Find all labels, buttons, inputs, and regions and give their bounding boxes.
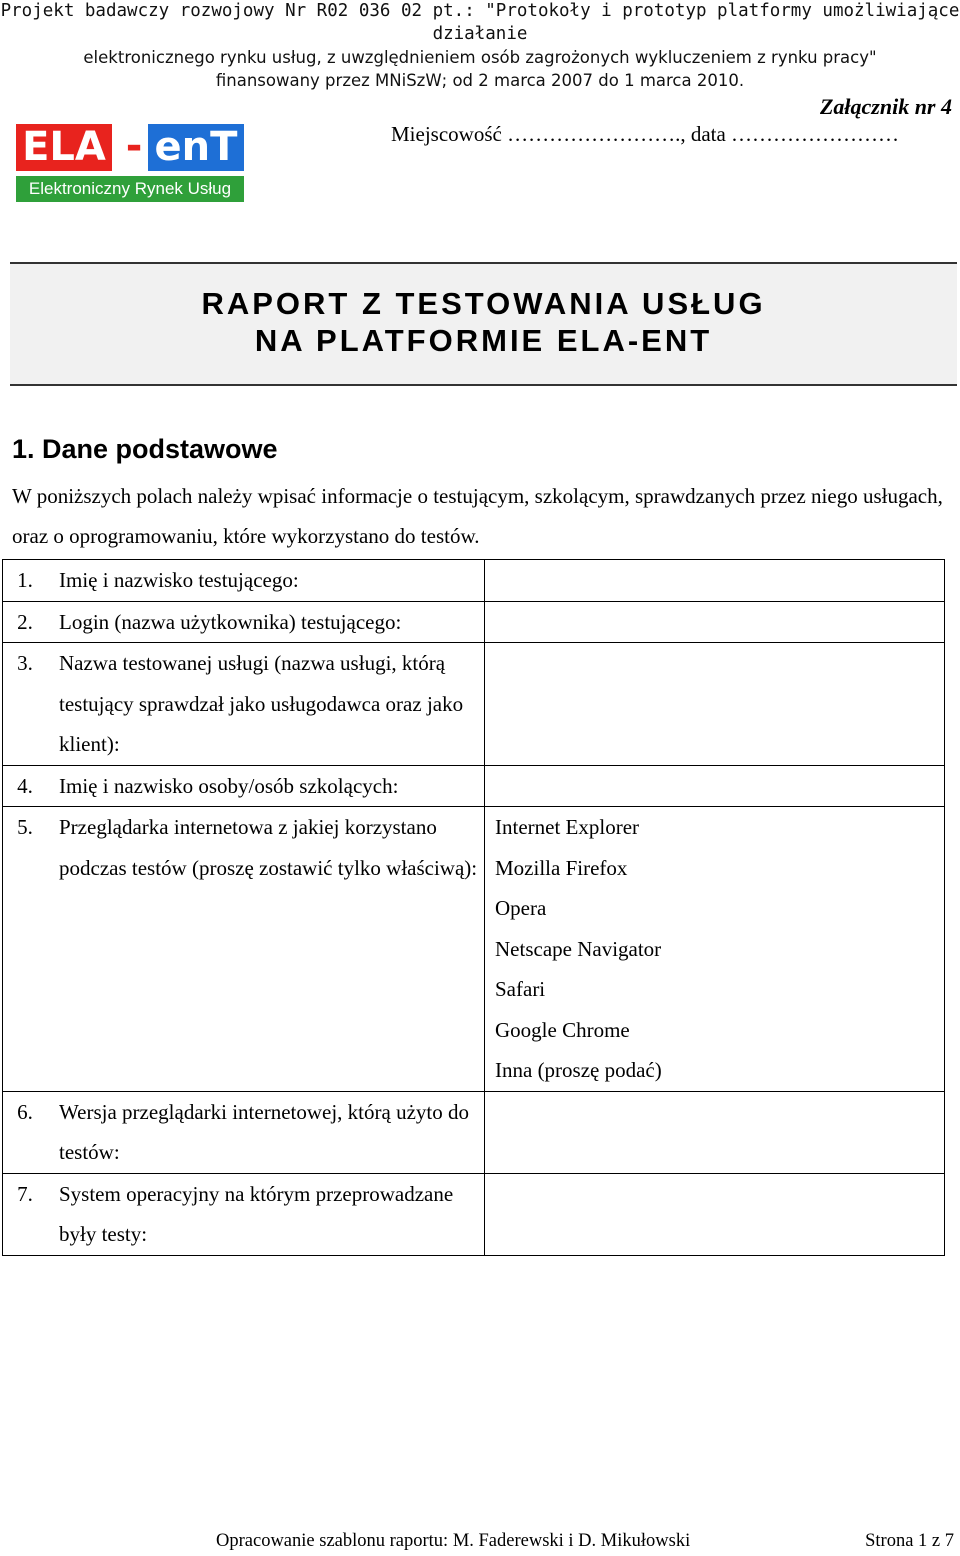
table-row: [3, 807, 945, 1092]
row-label: System operacyjny na którym przeprowadzane były testy:: [47, 1173, 485, 1255]
table-row: [3, 560, 945, 602]
browser-option[interactable]: Netscape Navigator: [495, 936, 662, 961]
table-row: [3, 765, 945, 807]
browser-option[interactable]: Safari: [495, 977, 546, 1001]
row-label: Imię i nazwisko testującego:: [47, 560, 485, 602]
table-row: [3, 643, 945, 766]
row-label: Przeglądarka internetowa z jakiej korzystano podczas testów (proszę zostawić tylko właściwą):: [47, 807, 485, 1092]
logo-dash: -: [125, 123, 143, 169]
table-row: [3, 601, 945, 643]
operating-system-field[interactable]: [485, 1173, 945, 1255]
row-number: 7.: [3, 1173, 48, 1255]
tester-login-field[interactable]: [485, 601, 945, 643]
tester-name-field[interactable]: [485, 560, 945, 602]
basic-data-table: [2, 559, 945, 1256]
header-line-3: finansowany przez MNiSzW; od 2 marca 2007 do 1 marca 2010.: [215, 71, 745, 90]
row-number: 4.: [3, 765, 48, 807]
header-line-1: Projekt badawczy rozwojowy Nr R02 036 02 pt.: "Protokoły i prototyp platformy umożliwiające działanie: [0, 1, 960, 44]
section-heading: 1. Dane podstawowe: [12, 434, 278, 464]
attachment-label: Załącznik nr 4: [819, 94, 952, 119]
row-label: Wersja przeglądarki internetowej, którą użyto do testów:: [47, 1091, 485, 1173]
row-label: Nazwa testowanej usługi (nazwa usługi, którą testujący sprawdzał jako usługodawca oraz jako klient):: [47, 643, 485, 766]
row-number: 6.: [3, 1091, 48, 1173]
browser-option[interactable]: Internet Explorer: [495, 815, 640, 839]
browser-option[interactable]: Mozilla Firefox: [495, 855, 628, 880]
ela-ent-logo: [16, 124, 244, 202]
row-number: 1.: [3, 560, 48, 602]
logo-ela: ELA: [16, 124, 112, 171]
logo-subtitle: Elektroniczny Rynek Usług: [16, 176, 244, 202]
footer-page-number: Strona 1 z 7: [865, 1531, 954, 1551]
row-label: Imię i nazwisko osoby/osób szkolących:: [47, 765, 485, 807]
header-line-2: elektronicznego rynku usług, z uwzględnieniem osób zagrożonych wykluczeniem z rynku pracy": [83, 48, 877, 67]
browser-option[interactable]: Inna (proszę podać): [495, 1058, 662, 1082]
report-title-line-1: RAPORT Z TESTOWANIA USŁUG: [201, 286, 766, 321]
browser-option[interactable]: Opera: [495, 896, 547, 920]
row-number: 5.: [3, 807, 48, 1092]
row-label: Login (nazwa użytkownika) testującego:: [47, 601, 485, 643]
footer-author: Opracowanie szablonu raportu: M. Faderewski i D. Mikułowski: [216, 1531, 691, 1551]
row-number: 3.: [3, 643, 48, 766]
trainers-field[interactable]: [485, 765, 945, 807]
table-row: [3, 1173, 945, 1255]
browser-option[interactable]: Google Chrome: [495, 1017, 630, 1042]
browser-options[interactable]: [485, 807, 945, 1092]
logo-ent: enT: [148, 124, 244, 171]
tested-service-field[interactable]: [485, 643, 945, 766]
table-row: [3, 1091, 945, 1173]
place-date-field: Miejscowość ……………………., data ……………………: [391, 122, 900, 146]
report-title-line-2: NA PLATFORMIE ELA-ENT: [254, 323, 713, 358]
browser-version-field[interactable]: [485, 1091, 945, 1173]
project-header: [0, 0, 960, 92]
report-title-box: [10, 262, 957, 386]
section-intro: W poniższych polach należy wpisać informacje o testującym, szkolącym, sprawdzanych przez niego usługach, oraz o oprogramowaniu, które wykorzystano do testów.: [12, 484, 943, 548]
row-number: 2.: [3, 601, 48, 643]
